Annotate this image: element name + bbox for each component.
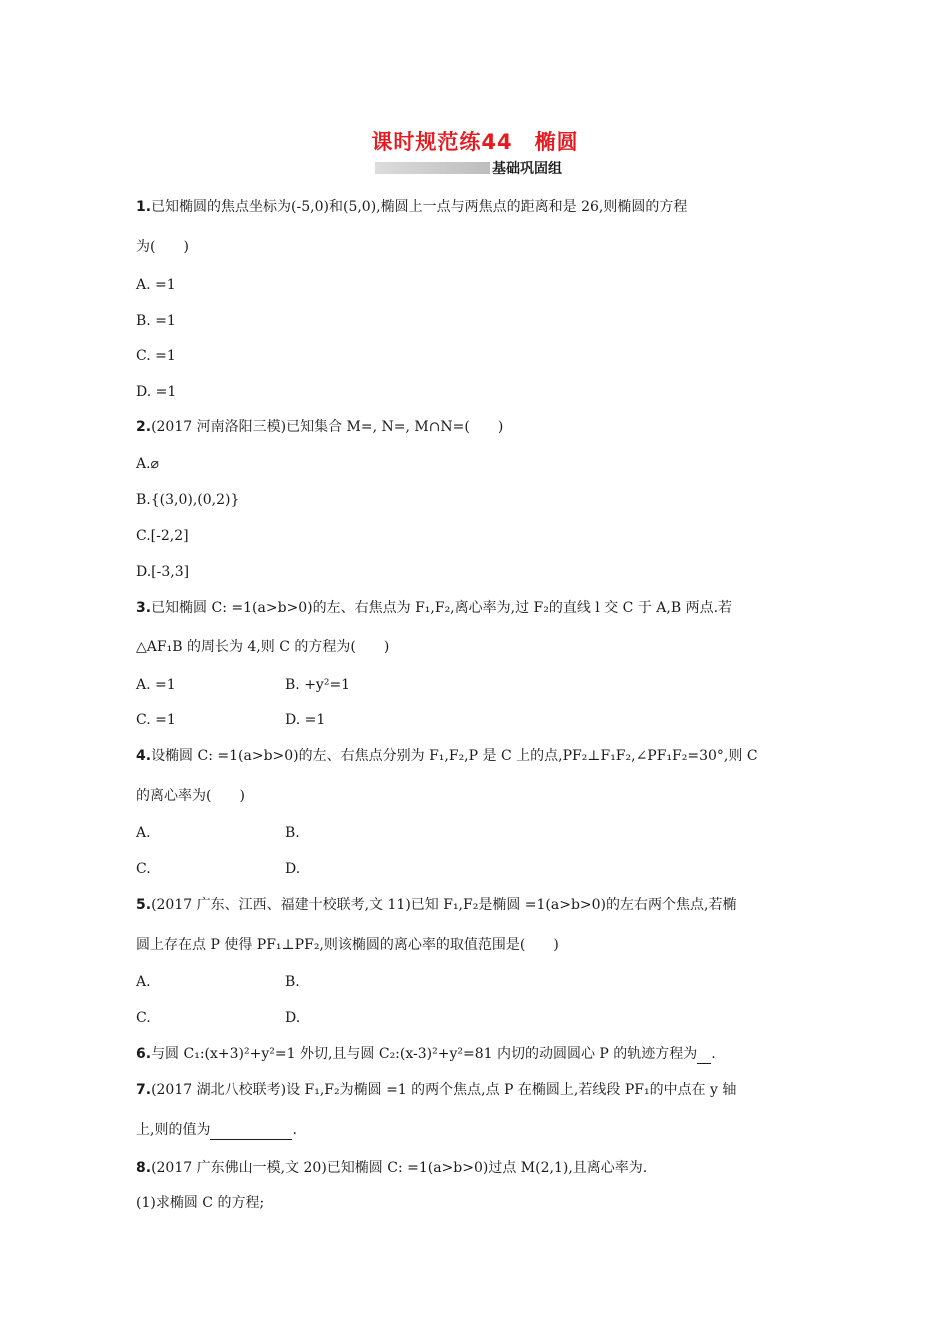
question-1 [136, 197, 687, 217]
option-b: B. +y²=1 [285, 677, 351, 693]
option-d: D. [285, 861, 301, 877]
question-7-continuation [136, 1120, 297, 1140]
answer-blank[interactable] [210, 1123, 292, 1140]
question-text: (2017 广东、江西、福建十校联考,文 11)已知 F₁,F₂是椭圆 =1(a>b>0)的左右两个焦点,若椭 [151, 897, 737, 913]
answer-blank[interactable] [697, 1047, 711, 1064]
option-b: B. [285, 974, 300, 990]
question-4-continuation: 的离心率为( ) [136, 788, 245, 804]
question-3 [136, 598, 732, 618]
question-7 [136, 1080, 736, 1100]
question-end: . [711, 1046, 716, 1062]
page-title: 课时规范练44 椭圆 [371, 130, 579, 154]
question-text: 已知椭圆 C: =1(a>b>0)的左、右焦点为 F₁,F₂,离心率为,过 F₂的直线 l 交 C 于 A,B 两点.若 [151, 600, 733, 616]
question-1-continuation: 为( ) [136, 239, 189, 255]
question-text: 与圆 C₁:(x+3)²+y²=1 外切,且与圆 C₂:(x-3)²+y²=81 内切的动圆圆心 P 的轨迹方程为 [151, 1046, 698, 1062]
option-d: D. =1 [285, 712, 326, 728]
question-text: (2017 广东佛山一模,文 20)已知椭圆 C: =1(a>b>0)过点 M(2,1),且离心率为. [151, 1160, 648, 1176]
option-a: A. =1 [136, 277, 176, 293]
option-a: A. [136, 974, 151, 990]
option-d: D. =1 [136, 384, 177, 400]
question-number: 6. [136, 1046, 152, 1062]
question-number: 8. [136, 1160, 152, 1176]
question-number: 3. [136, 600, 152, 616]
question-3-continuation: △AF₁B 的周长为 4,则 C 的方程为( ) [136, 639, 390, 655]
question-8-part-1: (1)求椭圆 C 的方程; [136, 1195, 265, 1211]
option-a: A. =1 [136, 677, 176, 693]
question-text: 上,则的值为 [136, 1122, 211, 1138]
option-b: B. =1 [136, 313, 176, 329]
question-number: 5. [136, 897, 152, 913]
question-number: 4. [136, 748, 152, 764]
question-text: (2017 湖北八校联考)设 F₁,F₂为椭圆 =1 的两个焦点,点 P 在椭圆上,若线段 PF₁的中点在 y 轴 [151, 1082, 737, 1098]
question-text: 设椭圆 C: =1(a>b>0)的左、右焦点分别为 F₁,F₂,P 是 C 上的点,PF₂⊥F₁F₂,∠PF₁F₂=30°,则 C [151, 748, 758, 764]
option-a: A. [136, 825, 151, 841]
question-number: 1. [136, 199, 152, 215]
section-divider-bar [375, 162, 490, 174]
question-number: 2. [136, 419, 152, 435]
option-c: C. [136, 1010, 151, 1026]
question-5 [136, 895, 736, 915]
section-title: 基础巩固组 [492, 161, 562, 177]
question-5-continuation: 圆上存在点 P 使得 PF₁⊥PF₂,则该椭圆的离心率的取值范围是( ) [136, 937, 559, 953]
question-end: . [292, 1122, 297, 1138]
question-text: (2017 河南洛阳三模)已知集合 M=, N=, M∩N=( ) [151, 419, 504, 435]
option-c: C. [136, 861, 151, 877]
option-c: C.[-2,2] [136, 528, 189, 544]
option-d: D.[-3,3] [136, 564, 190, 580]
question-2 [136, 417, 503, 437]
question-4 [136, 746, 758, 766]
option-b: B.{(3,0),(0,2)} [136, 492, 240, 508]
question-number: 7. [136, 1082, 152, 1098]
option-b: B. [285, 825, 300, 841]
question-8 [136, 1158, 647, 1178]
option-a: A.⌀ [136, 456, 159, 472]
option-c: C. =1 [136, 348, 176, 364]
question-6 [136, 1044, 716, 1064]
question-text: 已知椭圆的焦点坐标为(-5,0)和(5,0),椭圆上一点与两焦点的距离和是 26,则椭圆的方程 [151, 199, 688, 215]
option-d: D. [285, 1010, 301, 1026]
option-c: C. =1 [136, 712, 176, 728]
